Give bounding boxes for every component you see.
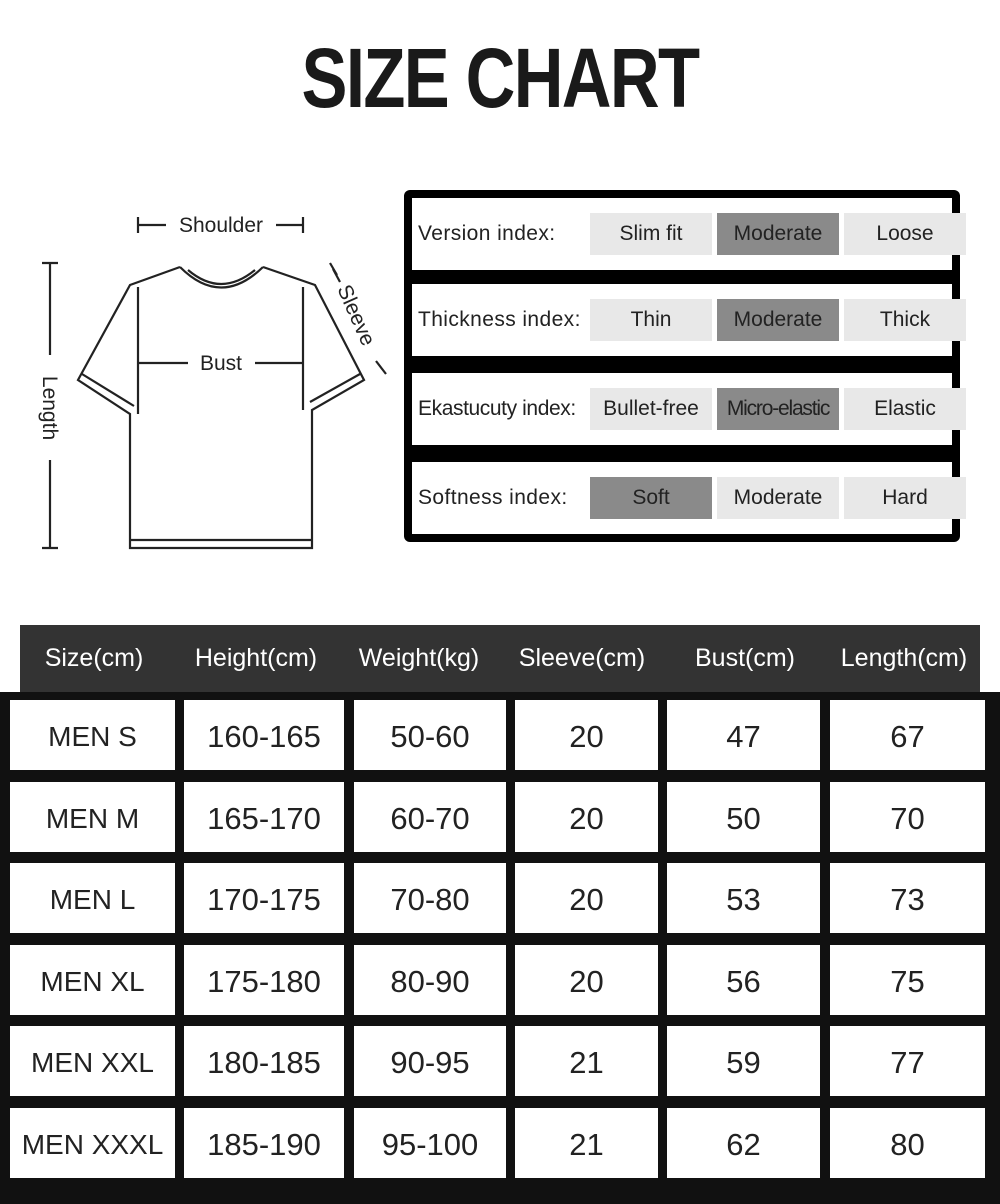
table-cell-bust: 62 xyxy=(667,1108,820,1178)
table-cell-length: 80 xyxy=(830,1108,985,1178)
index-option-selected: Moderate xyxy=(717,299,839,341)
index-option-selected: Moderate xyxy=(717,213,839,255)
index-label: Thickness index: xyxy=(418,308,581,331)
sleeve-label: Sleeve xyxy=(332,281,380,350)
index-option: Slim fit xyxy=(590,213,712,255)
column-header-height: Height(cm) xyxy=(194,644,318,672)
column-header-sleeve: Sleeve(cm) xyxy=(518,644,646,672)
table-cell-bust: 53 xyxy=(667,863,820,933)
shoulder-label: Shoulder xyxy=(178,214,264,237)
column-header-bust: Bust(cm) xyxy=(695,644,795,672)
table-cell-height: 160-165 xyxy=(184,700,344,770)
table-cell-height: 165-170 xyxy=(184,782,344,852)
table-cell-size: MEN S xyxy=(10,700,175,770)
index-row-thickness xyxy=(412,284,952,356)
table-cell-height: 185-190 xyxy=(184,1108,344,1178)
table-cell-size: MEN XXXL xyxy=(10,1108,175,1178)
table-cell-length: 73 xyxy=(830,863,985,933)
table-cell-sleeve: 20 xyxy=(515,945,658,1015)
table-cell-weight: 80-90 xyxy=(354,945,506,1015)
table-cell-bust: 47 xyxy=(667,700,820,770)
table-cell-bust: 50 xyxy=(667,782,820,852)
index-option: Moderate xyxy=(717,477,839,519)
column-header-weight: Weight(kg) xyxy=(358,644,480,672)
index-label: Ekastucuty index: xyxy=(418,397,576,420)
index-option-selected: Soft xyxy=(590,477,712,519)
column-header-length: Length(cm) xyxy=(840,644,968,672)
index-row-elasticity xyxy=(412,373,952,445)
table-cell-weight: 50-60 xyxy=(354,700,506,770)
length-label: Length xyxy=(38,375,61,441)
index-option: Thin xyxy=(590,299,712,341)
table-cell-height: 170-175 xyxy=(184,863,344,933)
table-cell-length: 77 xyxy=(830,1026,985,1096)
table-cell-size: MEN M xyxy=(10,782,175,852)
table-cell-bust: 59 xyxy=(667,1026,820,1096)
table-cell-weight: 90-95 xyxy=(354,1026,506,1096)
table-cell-bust: 56 xyxy=(667,945,820,1015)
table-cell-sleeve: 21 xyxy=(515,1108,658,1178)
table-cell-sleeve: 20 xyxy=(515,782,658,852)
index-option: Loose xyxy=(844,213,966,255)
column-header-size: Size(cm) xyxy=(44,644,144,672)
bust-label: Bust xyxy=(199,352,243,375)
page-title: SIZE CHART xyxy=(301,31,699,125)
table-cell-height: 180-185 xyxy=(184,1026,344,1096)
table-cell-length: 70 xyxy=(830,782,985,852)
index-option: Hard xyxy=(844,477,966,519)
index-row-version xyxy=(412,198,952,270)
tshirt-outline-icon xyxy=(30,200,400,560)
table-cell-sleeve: 21 xyxy=(515,1026,658,1096)
table-cell-size: MEN XXL xyxy=(10,1026,175,1096)
index-row-softness xyxy=(412,462,952,534)
size-table xyxy=(0,692,1000,1204)
index-option: Bullet-free xyxy=(590,388,712,430)
index-option: Thick xyxy=(844,299,966,341)
table-cell-sleeve: 20 xyxy=(515,863,658,933)
size-table-header xyxy=(20,625,980,697)
table-cell-weight: 95-100 xyxy=(354,1108,506,1178)
index-option: Elastic xyxy=(844,388,966,430)
table-cell-size: MEN L xyxy=(10,863,175,933)
fabric-index-panel xyxy=(404,190,960,542)
index-option-selected: Micro-elastic xyxy=(717,388,839,430)
index-label: Softness index: xyxy=(418,486,568,509)
table-cell-weight: 60-70 xyxy=(354,782,506,852)
tshirt-diagram xyxy=(30,200,400,560)
table-cell-length: 75 xyxy=(830,945,985,1015)
table-cell-length: 67 xyxy=(830,700,985,770)
table-cell-size: MEN XL xyxy=(10,945,175,1015)
table-cell-height: 175-180 xyxy=(184,945,344,1015)
table-cell-weight: 70-80 xyxy=(354,863,506,933)
table-cell-sleeve: 20 xyxy=(515,700,658,770)
index-label: Version index: xyxy=(418,222,556,245)
